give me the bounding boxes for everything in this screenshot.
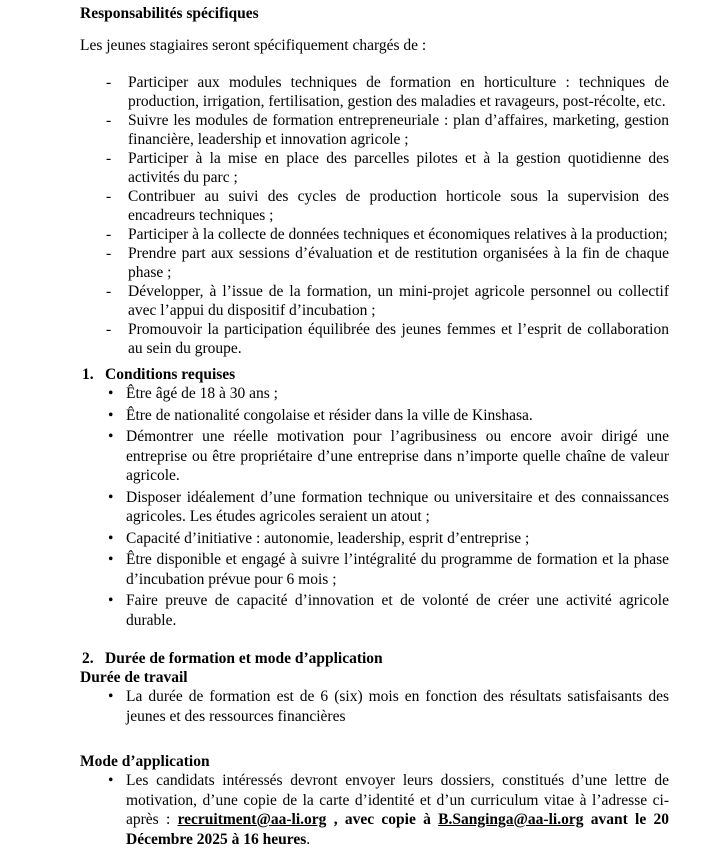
responsibility-text: Développer, à l’issue de la formation, un mini-projet agricole personnel ou collectif avec l’appui du dispositif d’incubation ; <box>128 283 669 319</box>
bullet-icon: • <box>108 551 114 568</box>
bullet-icon: • <box>108 428 114 445</box>
bullet-icon: • <box>108 772 114 789</box>
condition-text: Capacité d’initiative : autonomie, leadership, esprit d’entreprise ; <box>126 529 530 547</box>
condition-text: Être de nationalité congolaise et résider dans la ville de Kinshasa. <box>126 406 533 424</box>
responsibility-text: Suivre les modules de formation entrepreneuriale : plan d’affaires, marketing, gestion financière, leadership et innovation agricole ; <box>128 112 669 148</box>
responsibility-item <box>80 111 669 149</box>
dash-marker: - <box>106 112 112 129</box>
duration-heading <box>80 649 669 668</box>
duration-list <box>80 687 669 726</box>
conditions-label: Conditions requises <box>105 366 236 383</box>
intro-text: Les jeunes stagiaires seront spécifiquement chargés de : <box>80 37 427 54</box>
recruitment-email-link[interactable]: recruitment@aa-li.org <box>177 811 327 828</box>
condition-text: Être âgé de 18 à 30 ans ; <box>126 385 278 402</box>
dash-marker: - <box>106 226 112 243</box>
dash-marker: - <box>106 321 112 338</box>
dash-marker: - <box>106 150 112 167</box>
duration-label: Durée de formation et mode d’application <box>105 650 383 667</box>
conditions-number: 1. <box>82 366 94 383</box>
condition-item <box>80 427 669 486</box>
bullet-icon: • <box>108 529 114 547</box>
application-heading: Mode d’application <box>80 753 210 770</box>
application-text-after: avant le 20 Décembre 2025 à 16 heures <box>126 811 669 848</box>
responsibility-text: Participer à la collecte de données techniques et économiques relatives à la production; <box>128 226 668 243</box>
duration-number: 2. <box>82 650 94 667</box>
condition-text: Démontrer une réelle motivation pour l’agribusiness ou encore avoir dirigé une entreprise ou être propriétaire d’une entreprise dans n’importe quelle chaîne de valeur agricole. <box>126 428 669 484</box>
copy-email-link[interactable]: B.Sanginga@aa-li.org <box>438 811 584 828</box>
responsibility-text: Contribuer au suivi des cycles de production horticole sous la supervision des encadreurs techniques ; <box>128 188 669 224</box>
dash-marker: - <box>106 188 112 205</box>
responsibility-text: Prendre part aux sessions d’évaluation et de restitution organisées à la fin de chaque phase ; <box>128 245 669 281</box>
application-text-before: Les candidats intéressés devront envoyer leurs dossiers, constitués d’une lettre de motivation, d’une copie de la carte d’identité et d’un curriculum vitae à l’adresse ci-après : <box>126 772 669 828</box>
dash-marker: - <box>106 74 112 91</box>
application-item <box>80 771 669 849</box>
application-text-middle: , avec copie à <box>326 811 439 828</box>
application-list <box>80 771 669 849</box>
condition-text: Disposer idéalement d’une formation technique ou universitaire et des connaissances agricoles. Les études agricoles seraient un atout ; <box>126 488 669 525</box>
condition-item <box>80 529 669 549</box>
responsibility-item <box>80 282 669 320</box>
application-text-period: . <box>306 830 311 848</box>
condition-item <box>80 406 669 426</box>
responsibility-text: Participer aux modules techniques de formation en horticulture : techniques de production, irrigation, fertilisation, gestion des maladies et ravageurs, post-récolte, etc. <box>128 74 669 110</box>
duration-text: La durée de formation est de 6 (six) mois en fonction des résultats satisfaisants des jeunes et des ressources financières <box>126 688 669 725</box>
responsibility-item <box>80 187 669 225</box>
conditions-list <box>80 384 669 630</box>
dash-marker: - <box>106 283 112 300</box>
responsibilities-list <box>80 73 669 358</box>
bullet-icon: • <box>108 406 114 424</box>
bullet-icon: • <box>108 385 114 402</box>
responsibility-text: Participer à la mise en place des parcelles pilotes et à la gestion quotidienne des activités du parc ; <box>128 150 669 186</box>
responsibility-item <box>80 244 669 282</box>
duration-item <box>80 687 669 726</box>
bullet-icon: • <box>108 488 114 506</box>
responsibility-item <box>80 73 669 111</box>
responsibility-text: Promouvoir la participation équilibrée des jeunes femmes et l’esprit de collaboration au sein du groupe. <box>128 321 669 357</box>
dash-marker: - <box>106 245 112 262</box>
condition-item <box>80 384 669 404</box>
condition-item <box>80 591 669 630</box>
condition-text: Être disponible et engagé à suivre l’intégralité du programme de formation et la phase d’incubation prévue pour 6 mois ; <box>126 551 669 588</box>
conditions-heading <box>80 365 669 384</box>
responsibility-item <box>80 225 669 244</box>
responsibilities-heading: Responsabilités spécifiques <box>80 5 259 22</box>
condition-item <box>80 550 669 589</box>
work-duration-subheading: Durée de travail <box>80 669 188 686</box>
condition-item <box>80 488 669 527</box>
bullet-icon: • <box>108 592 114 609</box>
responsibility-item <box>80 320 669 358</box>
condition-text: Faire preuve de capacité d’innovation et de volonté de créer une activité agricole durable. <box>126 592 669 629</box>
responsibility-item <box>80 149 669 187</box>
bullet-icon: • <box>108 688 114 705</box>
